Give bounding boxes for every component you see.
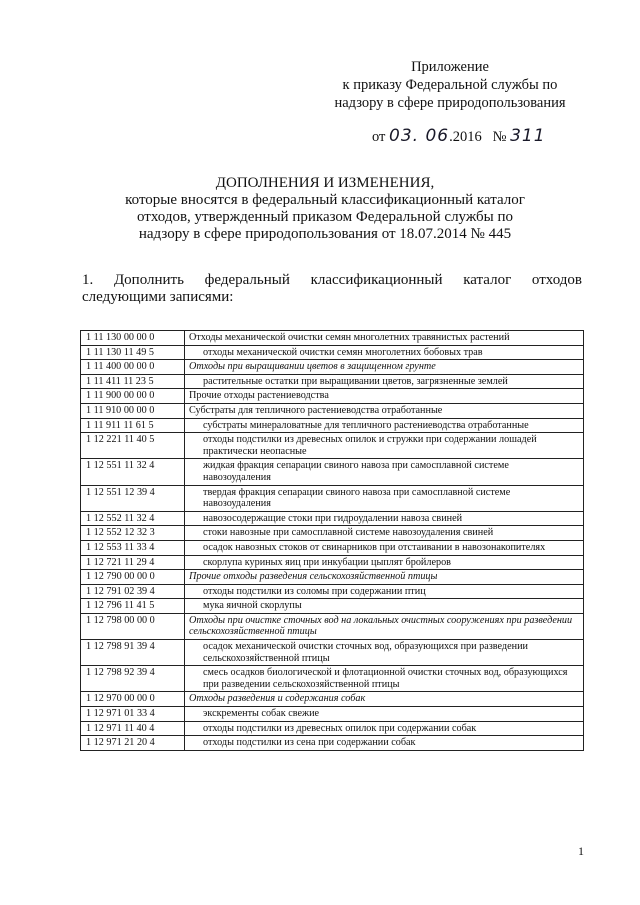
table-row [81,570,584,585]
waste-code: 1 12 796 11 41 5 [81,599,185,614]
waste-name: стоки навозные при самосплавной системе навозоудаления свиней [185,526,584,541]
waste-name: смесь осадков биологической и флотационной очистки сточных вод, образующихся при разведении сельскохозяйственной птицы [185,666,584,692]
appendix-line: Приложение [411,59,489,75]
waste-code: 1 12 971 01 33 4 [81,707,185,722]
waste-code: 1 12 552 12 32 3 [81,526,185,541]
waste-code: 1 12 791 02 39 4 [81,584,185,599]
table-row [81,555,584,570]
paragraph-line: следующими записями: [82,289,234,305]
paragraph-line: 1. Дополнить федеральный классификационный каталог отходов [82,272,582,288]
waste-code: 1 11 130 11 49 5 [81,345,185,360]
title-line: надзору в сфере природопользования от 18.07.2014 № 445 [138,226,512,242]
waste-code: 1 12 221 11 40 5 [81,433,185,459]
waste-code: 1 12 551 12 39 4 [81,485,185,511]
waste-code: 1 12 721 11 29 4 [81,555,185,570]
waste-name: экскременты собак свежие [185,707,584,722]
title-main: ДОПОЛНЕНИЯ И ИЗМЕНЕНИЯ, [215,175,435,191]
table-row [81,485,584,511]
table-row [81,666,584,692]
appendix-block [300,58,600,112]
waste-name: твердая фракция сепарации свиного навоза при самосплавной системе навозоудаления [185,485,584,511]
waste-code: 1 12 798 91 39 4 [81,640,185,666]
waste-catalog-table [80,330,584,751]
order-date-handwritten: 03. 06 [389,126,450,146]
waste-name: мука яичной скорлупы [185,599,584,614]
waste-name: Субстраты для тепличного растениеводства отработанные [185,403,584,418]
table-row [81,345,584,360]
waste-code: 1 12 970 00 00 0 [81,692,185,707]
waste-name: отходы механической очистки семян многолетних бобовых трав [185,345,584,360]
table-row [81,736,584,751]
table-row [81,707,584,722]
table-row [81,389,584,404]
waste-name: Прочие отходы растениеводства [185,389,584,404]
waste-name: Отходы механической очистки семян многолетних травянистых растений [185,331,584,346]
waste-code: 1 11 910 00 00 0 [81,403,185,418]
page-number: 1 [578,844,584,858]
waste-code: 1 12 798 00 00 0 [81,613,185,639]
table-row [81,459,584,485]
title-line: отходов, утвержденный приказом Федеральной службы по [136,209,514,225]
waste-name: отходы подстилки из соломы при содержании птиц [185,584,584,599]
table-row [81,403,584,418]
waste-code: 1 11 411 11 23 5 [81,374,185,389]
table-row [81,433,584,459]
title-line: которые вносятся в федеральный классификационный каталог [125,192,525,208]
waste-code: 1 12 971 21 20 4 [81,736,185,751]
waste-code: 1 11 130 00 00 0 [81,331,185,346]
table-row [81,526,584,541]
table-row [81,584,584,599]
waste-code: 1 12 798 92 39 4 [81,666,185,692]
waste-code: 1 12 551 11 32 4 [81,459,185,485]
waste-code: 1 12 971 11 40 4 [81,721,185,736]
waste-name: скорлупа куриных яиц при инкубации цыплят бройлеров [185,555,584,570]
waste-name: навозосодержащие стоки при гидроудалении навоза свиней [185,511,584,526]
table-row [81,374,584,389]
order-number-handwritten: 311 [510,126,546,146]
waste-name: растительные остатки при выращивании цветов, загрязненные землей [185,374,584,389]
table-row [81,613,584,639]
table-row [81,599,584,614]
table-row [81,540,584,555]
document-title [60,175,590,243]
appendix-line: надзору в сфере природопользования [334,95,566,111]
waste-name: жидкая фракция сепарации свиного навоза при самосплавной системе навозоудаления [185,459,584,485]
waste-name: осадок механической очистки сточных вод, образующихся при разведении сельскохозяйственной птицы [185,640,584,666]
waste-name: отходы подстилки из сена при содержании собак [185,736,584,751]
waste-code: 1 12 553 11 33 4 [81,540,185,555]
order-number-label: № [492,129,507,145]
appendix-line: к приказу Федеральной службы по [342,77,558,93]
table-row [81,511,584,526]
table-row [81,692,584,707]
table-row [81,721,584,736]
waste-name: отходы подстилки из древесных опилок и стружки при содержании лошадей практически неопасные [185,433,584,459]
table-row [81,331,584,346]
waste-name: Отходы разведения и содержания собак [185,692,584,707]
waste-name: Отходы при выращивании цветов в защищенном грунте [185,360,584,375]
waste-code: 1 12 790 00 00 0 [81,570,185,585]
table-row [81,360,584,375]
waste-name: отходы подстилки из древесных опилок при содержании собак [185,721,584,736]
table-row [81,640,584,666]
waste-name: осадок навозных стоков от свинарников при отстаивании в навозонакопителях [185,540,584,555]
order-year: .2016 [449,129,482,145]
waste-name: Отходы при очистке сточных вод на локальных очистных сооружениях при разведении сельскохозяйственной птицы [185,613,584,639]
waste-code: 1 11 911 11 61 5 [81,418,185,433]
order-prefix: от [372,129,386,145]
waste-name: Прочие отходы разведения сельскохозяйственной птицы [185,570,584,585]
waste-code: 1 11 900 00 00 0 [81,389,185,404]
order-date-number [372,126,546,146]
table-row [81,418,584,433]
waste-code: 1 12 552 11 32 4 [81,511,185,526]
waste-name: субстраты минераловатные для тепличного растениеводства отработанные [185,418,584,433]
waste-code: 1 11 400 00 00 0 [81,360,185,375]
